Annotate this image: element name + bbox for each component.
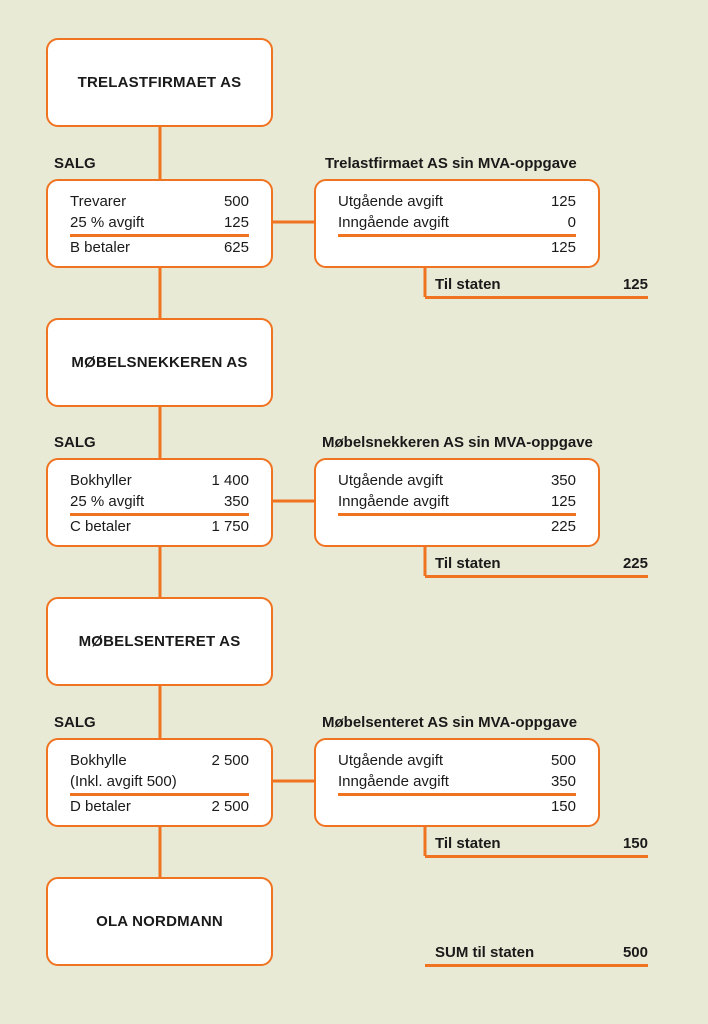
sale-box	[46, 179, 273, 268]
to-state-label: Til staten	[435, 555, 501, 572]
row-label: Utgående avgift	[338, 193, 444, 210]
row-value: 1 750	[211, 518, 249, 535]
entity-name: OLA NORDMANN	[96, 913, 223, 930]
entity-box-mobelsnekkeren	[46, 318, 273, 407]
row-label: B betaler	[70, 239, 131, 256]
row-label: Bokhylle	[70, 752, 127, 769]
row-label: (Inkl. avgift 500)	[70, 773, 177, 790]
sum-to-state-label: SUM til staten	[435, 944, 535, 961]
row-value: 350	[550, 472, 576, 489]
row-value: 2 500	[211, 798, 249, 815]
sum-rule	[70, 513, 249, 516]
to-state-value: 150	[622, 835, 648, 852]
row-value: 125	[550, 193, 576, 210]
sale-row	[70, 193, 249, 213]
sale-box	[46, 738, 273, 827]
row-value: 225	[550, 518, 576, 535]
entity-name: MØBELSENTERET AS	[78, 633, 241, 650]
vat-row	[338, 798, 576, 818]
vat-row	[338, 214, 576, 234]
row-value: 150	[550, 798, 576, 815]
sale-box	[46, 458, 273, 547]
row-value: 125	[550, 239, 576, 256]
entity-box-mobelsenteret	[46, 597, 273, 686]
to-state-line	[425, 835, 648, 858]
sum-rule	[70, 793, 249, 796]
row-value: 500	[223, 193, 249, 210]
sum-rule	[338, 793, 576, 796]
sale-heading: SALG	[54, 434, 96, 451]
to-state-label: Til staten	[435, 835, 501, 852]
to-state-label: Til staten	[435, 276, 501, 293]
row-label: Inngående avgift	[338, 214, 449, 231]
vat-row	[338, 493, 576, 513]
sum-to-state-value: 500	[622, 944, 648, 961]
vat-heading: Møbelsenteret AS sin MVA-oppgave	[322, 714, 578, 731]
sale-heading: SALG	[54, 714, 96, 731]
sum-rule	[338, 234, 576, 237]
vat-box	[314, 458, 600, 547]
row-label: Inngående avgift	[338, 773, 449, 790]
row-label: D betaler	[70, 798, 131, 815]
vat-row	[338, 518, 576, 538]
vat-row	[338, 239, 576, 259]
row-label: Trevarer	[70, 193, 127, 210]
row-value: 1 400	[211, 472, 249, 489]
sale-row	[70, 518, 249, 538]
row-value: 350	[223, 493, 249, 510]
row-label: 25 % avgift	[70, 493, 145, 510]
row-value: 2 500	[211, 752, 249, 769]
sale-row	[70, 239, 249, 259]
to-state-value: 125	[622, 276, 648, 293]
vat-box	[314, 179, 600, 268]
sum-rule	[70, 234, 249, 237]
sale-row	[70, 752, 249, 772]
vat-row	[338, 472, 576, 492]
to-state-value: 225	[622, 555, 648, 572]
to-state-line	[425, 276, 648, 299]
entity-name: TRELASTFIRMAET AS	[77, 74, 242, 91]
row-value: 500	[550, 752, 576, 769]
row-value: 125	[223, 214, 249, 231]
row-value: 350	[550, 773, 576, 790]
vat-row	[338, 193, 576, 213]
row-label: 25 % avgift	[70, 214, 145, 231]
entity-box-trelastfirmaet	[46, 38, 273, 127]
row-label: C betaler	[70, 518, 131, 535]
sale-row	[70, 472, 249, 492]
row-label: Bokhyller	[70, 472, 132, 489]
row-value: 625	[223, 239, 249, 256]
vat-row	[338, 773, 576, 793]
vat-box	[314, 738, 600, 827]
sale-heading: SALG	[54, 155, 96, 172]
entity-box-ola-nordmann	[46, 877, 273, 966]
entity-name: MØBELSNEKKEREN AS	[71, 354, 248, 371]
vat-heading: Trelastfirmaet AS sin MVA-oppgave	[325, 155, 577, 172]
sale-row	[70, 493, 249, 513]
sale-row	[70, 798, 249, 818]
row-label: Utgående avgift	[338, 752, 444, 769]
vat-heading: Møbelsnekkeren AS sin MVA-oppgave	[322, 434, 593, 451]
to-state-line	[425, 555, 648, 578]
sale-row	[70, 214, 249, 234]
row-label: Utgående avgift	[338, 472, 444, 489]
row-value: 125	[550, 493, 576, 510]
sum-to-state-line	[425, 944, 648, 967]
row-label: Inngående avgift	[338, 493, 449, 510]
sale-row	[70, 773, 249, 793]
row-value: 0	[567, 214, 576, 231]
sum-rule	[338, 513, 576, 516]
vat-row	[338, 752, 576, 772]
